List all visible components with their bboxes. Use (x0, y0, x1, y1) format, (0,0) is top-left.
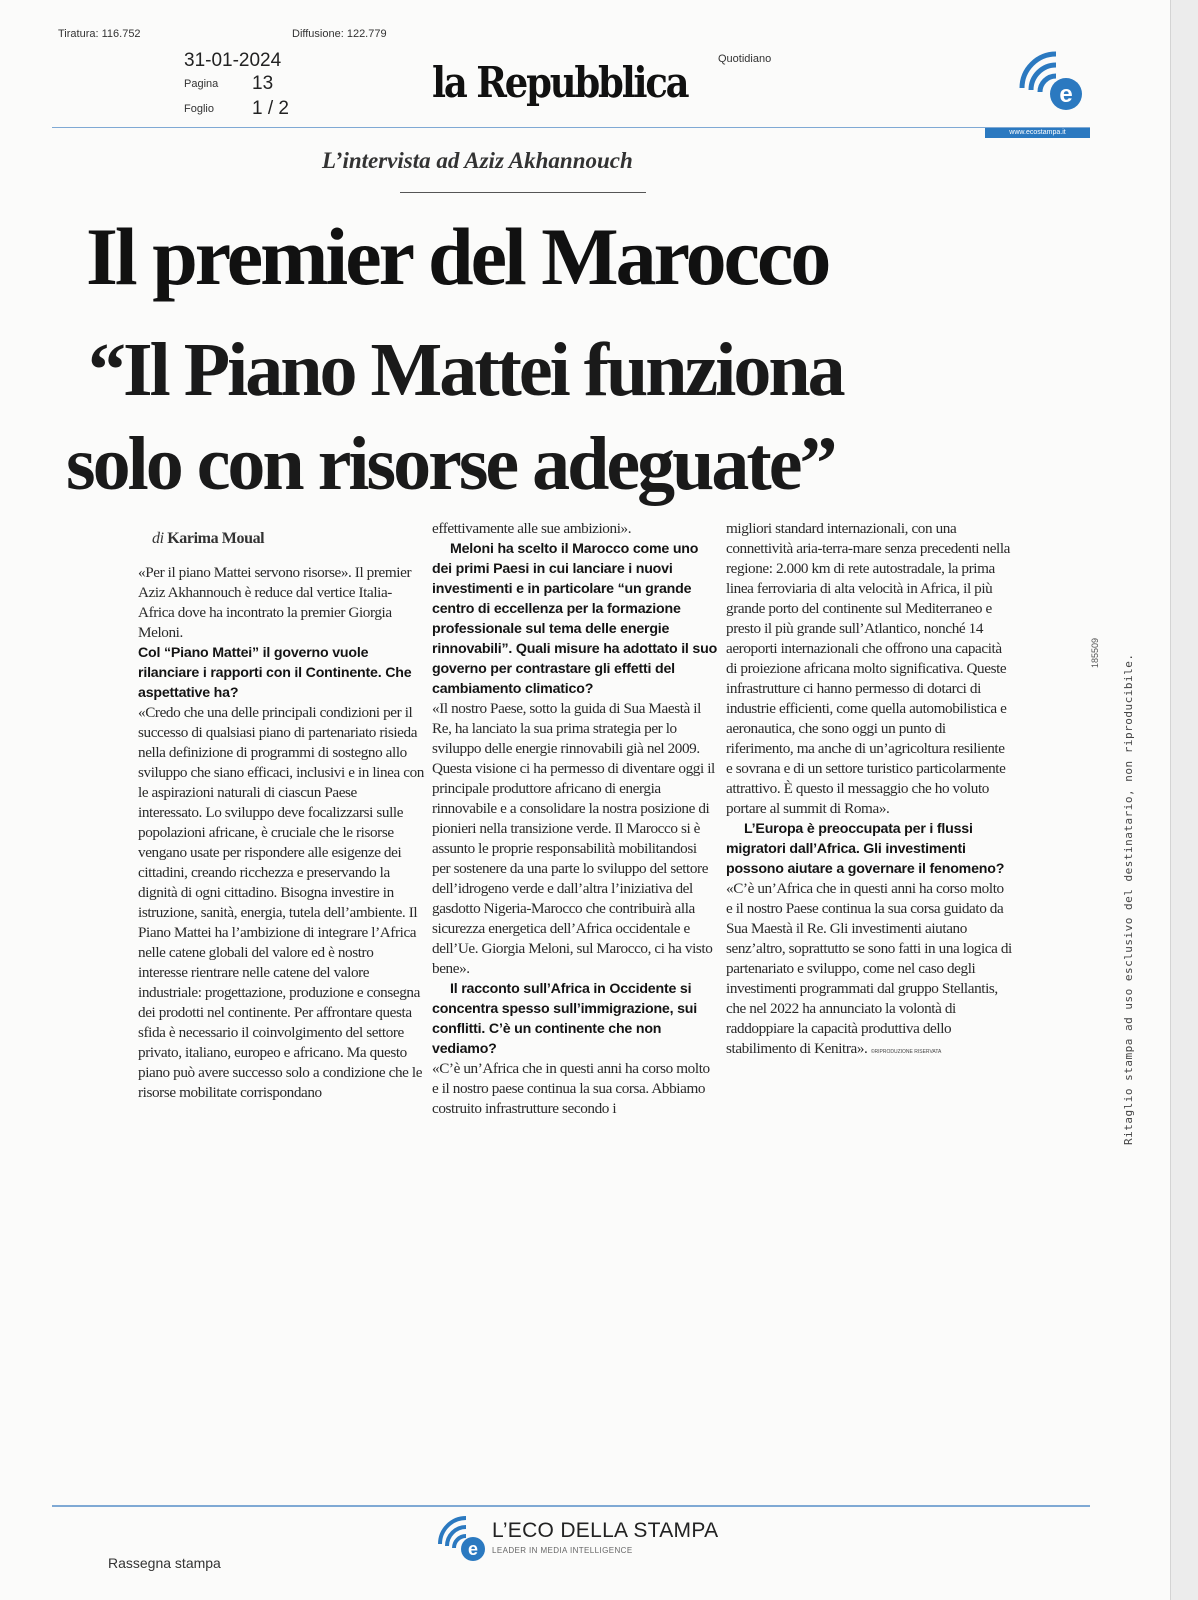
byline-prefix: di (152, 530, 164, 547)
article-column-2 (432, 519, 718, 1119)
subheadline-line-2: solo con risorse adeguate” (66, 422, 835, 506)
masthead: la Repubblica (432, 58, 688, 107)
question-2: Meloni ha scelto il Marocco come uno dei primi Paesi in cui lanciare i nuovi investimenti e in particolare “un grande centro di eccellenza per la formazione professionale sul tema delle energie rinnovabili”. Quali misure ha adottato il suo governo per contrastare gli effetti del cambiamento climatico? (432, 541, 718, 697)
byline-author: Karima Moual (167, 530, 265, 547)
diffusione: Diffusione: 122.779 (292, 28, 387, 40)
kicker-rule (400, 192, 646, 193)
top-rule (52, 127, 1090, 128)
clipping-code: 185509 (1090, 637, 1100, 668)
subheadline-line-1: “Il Piano Mattei funziona (88, 328, 843, 412)
svg-text:e: e (1059, 81, 1073, 108)
eco-della-stampa-footer-logo-icon (436, 1514, 492, 1564)
question-4: L’Europa è preoccupata per i flussi migratori dall’Africa. Gli investimenti possono aiutare a governare il fenomeno? (726, 821, 1005, 877)
article-intro: «Per il piano Mattei servono risorse». Il premier Aziz Akhannouch è reduce dal vertice Italia-Africa dove ha incontrato la premier Giorgia Meloni. (138, 564, 412, 641)
article-column-3 (726, 519, 1012, 1062)
answer-3-part-1: «C’è un’Africa che in questi anni ha corso molto e il nostro paese continua la sua corsa. Abbiamo costruito infrastrutture secondo i (432, 1060, 710, 1117)
article-kicker: L’intervista ad Aziz Akhannouch (322, 148, 633, 173)
answer-1-part-2: effettivamente alle sue ambizioni». (432, 520, 632, 537)
answer-4 (726, 879, 1012, 1062)
foglio-label: Foglio (184, 103, 214, 115)
answer-3-part-2: migliori standard internazionali, con una connettività aria-terra-mare senza precedenti nella regione: 2.000 km di rete autostradale, la prima linea ferroviaria di alta velocità in Africa, il più grande porto del continente sul Mediterraneo e presto il più grande sull’Atlantico, nonché 14 aeroporti internazionali che offrono una capacità di proiezione africana molto significativa. Queste infrastrutture ci hanno permesso di dotarci di industrie efficienti, come quella automobilistica e aeronautica, che sono oggi un punto di riferimento, ma anche di un’agricoltura resiliente e sovrana e di un settore turistico particolarmente attrattivo. È questo il messaggio che ho voluto portare al summit di Roma». (726, 520, 1011, 817)
question-3: Il racconto sull’Africa in Occidente si concentra spesso sull’immigrazione, sui conflitti. C’è un continente che non vediamo? (432, 981, 697, 1057)
question-1: Col “Piano Mattei” il governo vuole rilanciare i rapporti con il Continente. Che aspettative ha? (138, 645, 412, 701)
ecostampa-url: www.ecostampa.it (985, 128, 1090, 138)
answer-2: «Il nostro Paese, sotto la guida di Sua Maestà il Re, ha lanciato la sua prima strategia per lo sviluppo delle energie rinnovabili già nel 2009. Questa visione ci ha permesso di diventare oggi il principale produttore africano di energia rinnovabile e a consolidare la nostra posizione di pionieri nella transizione verde. Il Marocco si è assunto le proprie responsabilità mobilitandosi per sostenere da una parte lo sviluppo del settore dell’idrogeno verde e dall’altra l’iniziativa del gasdotto Nigeria-Marocco che contribuirà alla sicurezza energetica dell’Africa occidentale e dell’Ue. Giorgia Meloni, sul Marocco, ci ha visto bene». (432, 700, 715, 977)
byline (152, 529, 424, 549)
publication-date: 31-01-2024 (184, 50, 282, 71)
answer-1-part-1: «Credo che una delle principali condizioni per il successo di qualsiasi piano di partenariato risieda nella definizione di programmi di sostegno allo sviluppo che siano efficaci, inclusivi e in linea con le aspirazioni naturali di ciascun Paese interessato. Lo sviluppo deve focalizzarsi sulle popolazioni africane, è cruciale che le risorse vengano usate per rispondere alle esigenze dei cittadini, creando ricchezza e preservando la dignità di ogni cittadino. Bisogna investire in istruzione, sanità, energia, tutela dell’ambiente. Il Piano Mattei ha l’ambizione di integrare l’Africa nelle catene globali del valore ed è nostro interesse rientrare nelle catene del valore industriale: progettazione, produzione e consegna dei prodotti nel continente. Per affrontare questa sfida è necessario il coinvolgimento del settore privato, italiano, europeo e africano. Ma questo piano può avere successo solo a condizione che le risorse mobilitate corrispondano (138, 704, 424, 1101)
footer-brand: L’ECO DELLA STAMPA (492, 1519, 719, 1542)
bottom-rule (52, 1505, 1090, 1507)
svg-text:e: e (467, 1539, 479, 1559)
headline: Il premier del Marocco (86, 211, 829, 302)
foglio-value: 1 / 2 (252, 98, 289, 119)
pagina-label: Pagina (184, 78, 219, 90)
article-column-1 (138, 519, 424, 1103)
quotidiano-label: Quotidiano (718, 53, 772, 65)
answer-4-text: «C’è un’Africa che in questi anni ha corso molto e il nostro Paese continua la sua corsa guidato da Sua Maestà il Re. Gli investimenti aiutano senz’altro, soprattutto se sono fatti in una logica di partenariato e sviluppo, come nel caso degli investimenti programmati dal gruppo Stellantis, che nel 2022 ha annunciato la volontà di raddoppiare la capacità produttiva dello stabilimento di Kenitra». (726, 880, 1012, 1057)
footer-tagline: LEADER IN MEDIA INTELLIGENCE (492, 1546, 633, 1555)
clipping-disclaimer: Ritaglio stampa ad uso esclusivo del destinatario, non riproducibile. (1122, 653, 1135, 1145)
eco-della-stampa-logo-icon (1016, 48, 1092, 114)
pagina-value: 13 (252, 73, 274, 94)
rassegna-stampa-label: Rassegna stampa (108, 1555, 221, 1571)
tiratura: Tiratura: 116.752 (58, 28, 141, 40)
copyright-notice: ©RIPRODUZIONE RISERVATA (870, 1049, 942, 1055)
